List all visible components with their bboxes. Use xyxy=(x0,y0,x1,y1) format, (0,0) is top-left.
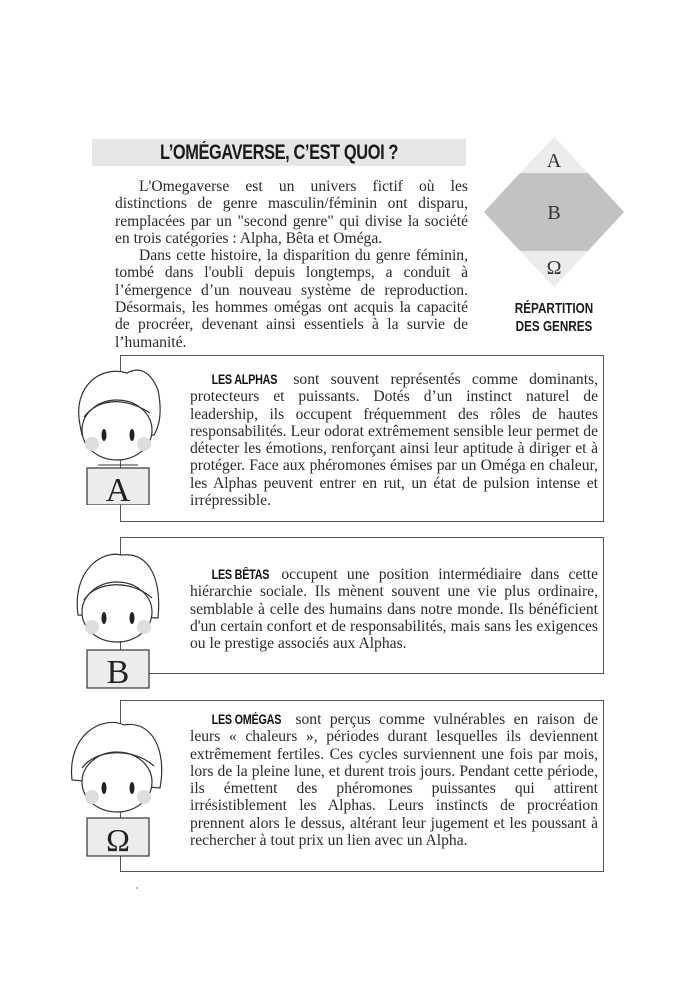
caption-line: RÉPARTITION xyxy=(514,300,594,317)
alpha-text xyxy=(190,371,598,509)
omega-letter: Ω xyxy=(546,257,562,279)
intro-paragraph: L'Omegaverse est un univers fictif où les distinctions de genre masculin/féminin ont disparu, remplacées par un "second genre" qui divise la société en trois catégories : Alpha, Bêta et Oméga. xyxy=(115,178,468,247)
alpha-character-illustration xyxy=(62,355,172,505)
intro-paragraph: Dans cette histoire, la disparition du genre féminin, tombé dans l'oubli depuis longtemps, a conduit à l’émergence d’un nouveau système de reproduction. Désormais, les hommes omégas ont acquis la capacité de procréer, devenant ainsi essentiels à la survie de l’humanité. xyxy=(115,247,468,351)
section-body: sont souvent représentés comme dominants, protecteurs et puissants. Dotés d’un instinct naturel de leadership, ils occupent fréquemment des rôles de hautes responsabilités. Leur odorat extrêmement sensible leur permet de détecter les émotions, renforçant ainsi leur aptitude à diriger et à protéger. Face aux phéromones émises par un Oméga en chaleur, les Alphas peuvent entrer en rut, un état de pulsion intense et irrépressible. xyxy=(190,371,598,510)
sign-letter: Ω xyxy=(106,822,130,858)
omega-text xyxy=(190,711,598,849)
page-mark xyxy=(136,887,138,889)
sign-letter: B xyxy=(106,654,130,690)
omega-character-illustration xyxy=(62,710,172,860)
section-body: sont perçus comme vulnérables en raison de leurs « chaleurs », périodes durant lesquelles ils deviennent extrêmement fertiles. Ces cycles surviennent une fois par mois, lors de la pleine lune, et durent trois jours. Pendant cette période, ils émettent des phéromones puissantes qui attirent irrésistiblement les Alphas. Leurs instincts de procréation prennent alors le dessus, altérant leur jugement et les poussant à rechercher à tout prix un lien avec un Alpha. xyxy=(190,711,598,850)
beta-letter: B xyxy=(547,202,561,224)
section-body: occupent une position intermédiaire dans cette hiérarchie sociale. Ils mènent souvent une vie plus ordinaire, semblable à celle des humains dans notre monde. Ils bénéficient d'un certain confort et de responsabilités, mais sans les exigences ou le prestige associés aux Alphas. xyxy=(190,566,598,653)
section-lead: LES BÊTAS xyxy=(211,567,270,582)
section-lead: LES OMÉGAS xyxy=(211,712,282,727)
section-lead: LES ALPHAS xyxy=(211,372,278,387)
beta-character-illustration xyxy=(62,540,172,690)
caption-line: DES GENRES xyxy=(515,318,593,335)
alpha-letter: A xyxy=(546,150,562,172)
gender-distribution-diagram xyxy=(484,137,624,287)
sign-letter: A xyxy=(105,472,131,505)
beta-text xyxy=(190,566,598,652)
diagram-caption xyxy=(496,300,611,336)
intro-text xyxy=(115,178,468,351)
page-title: L’OMÉGAVERSE, C’EST QUOI ? xyxy=(159,141,399,164)
